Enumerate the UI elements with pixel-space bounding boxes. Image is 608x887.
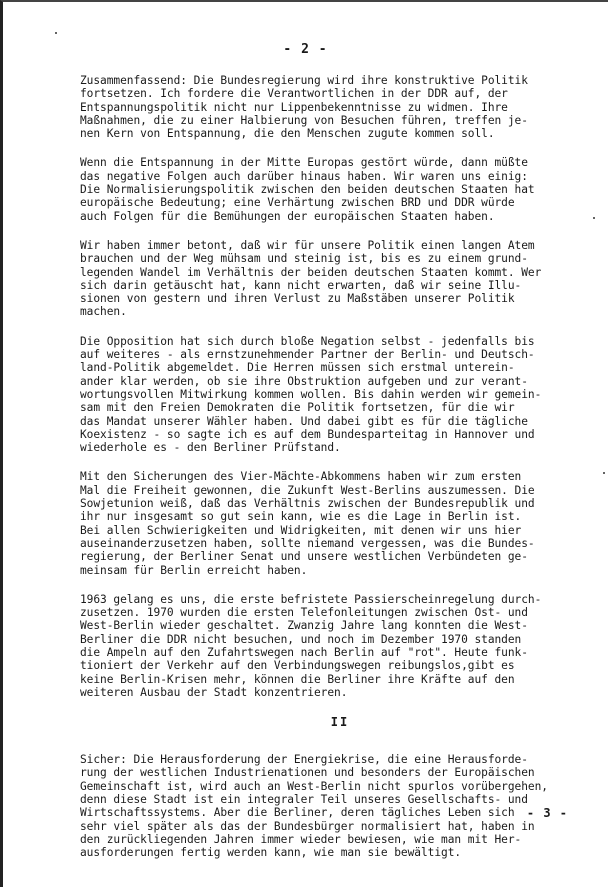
paragraph-summary: Zusammenfassend: Die Bundesregierung wird ihre konstruktive Politik fortsetzen. Ich fordere die Verantwortlichen in der DDR auf, der Entspannungspolitik nicht nur Lippenbekenntnisse zu widmen. Ihre Maßnahmen, die zu einer Halbierung von Besuchen führen, treffen je- nen Kern von Entspannung, die den Menschen zugute kommen soll.	[80, 74, 528, 141]
scan-speck	[55, 32, 57, 34]
paragraph-detente-europe: Wenn die Entspannung in der Mitte Europas gestört würde, dann müßte das negative Folgen auch darüber hinaus haben. Wir waren uns einig: Die Normalisierungspolitik zwischen den beiden deutschen Staaten hat europäische Bedeutung; eine Verhärtung zwischen BRD und DDR würde auch Folgen für die Bemühungen der europäischen Staaten haben.	[80, 156, 535, 223]
scan-speck	[593, 217, 595, 219]
page-number: - 2 -	[283, 42, 328, 57]
next-page-marker: - 3 -	[526, 806, 568, 820]
paragraph-energy-crisis: Sicher: Die Herausforderung der Energiekrise, die eine Herausforde- rung der westlichen Industrienationen und besonders der Europäischen Gemeinschaft ist, wird auch an West-Berlin nicht spurlos vorübergehen, denn diese Stadt ist ein integraler Teil unseres Gesellschafts- und Wirtschaftssystems. Aber die Berliner, deren tägliches Leben sich sehr viel später als das der Bundesbürger normalisiert hat, haben in den zurückliegenden Jahren immer wieder bewiesen, wie man mit Her- ausforderungen fertig werden kann, wie man sie bewältigt.	[80, 753, 548, 860]
scan-speck	[603, 472, 605, 474]
paragraph-four-power-agreement: Mit den Sicherungen des Vier-Mächte-Abkommens haben wir zum ersten Mal die Freiheit gewonnen, die Zukunft West-Berlins auszumessen. Die Sowjetunion weiß, daß das Verhältnis zwischen der Bundesrepublik und ihr nur insgesamt so gut sein kann, wie es die Lage in Berlin ist. Bei allen Schwierigkeiten und Widrigkeiten, mit denen wir uns hier auseinanderzusetzen haben, sollte niemand vergessen, was die Bundes- regierung, der Berliner Senat und unsere westlichen Verbündeten ge- meinsam für Berlin erreicht haben.	[80, 470, 535, 577]
body-text	[80, 74, 600, 876]
section-heading-ii: II	[330, 715, 350, 730]
paragraph-long-breath: Wir haben immer betont, daß wir für unsere Politik einen langen Atem brauchen und der Weg mühsam und steinig ist, bis es zu einem grund- legenden Wandel im Verhältnis der beiden deutschen Staaten kommt. Wer sich darin getäuscht hat, kann nicht erwarten, daß wir seine Illu- sionen von gestern und ihren Verlust zu Maßstäben unserer Politik machen.	[80, 238, 542, 319]
paragraph-1963-history: 1963 gelang es uns, die erste befristete Passierscheinregelung durch- zusetzen. 1970 wurden die ersten Telefonleitungen zwischen Ost- und West-Berlin wieder geschaltet. Zwanzig Jahre lang konnten die West- Berliner die DDR nicht besuchen, und noch im Dezember 1970 standen die Ampeln auf den Zufahrtswegen nach Berlin auf "rot". Heute funk- tioniert der Verkehr auf den Verbindungswegen reibungslos,gibt es keine Berlin-Krisen mehr, können die Berliner ihre Kräfte auf den weiteren Ausbau der Stadt konzentrieren.	[80, 592, 542, 699]
paragraph-opposition: Die Opposition hat sich durch bloße Negation selbst - jedenfalls bis auf weiteres - als ernstzunehmender Partner der Berlin- und Deutsch- land-Politik abgemeldet. Die Herren müssen sich erstmal unterein- ander klar werden, ob sie ihre Obstruktion aufgeben und zur verant- wortungsvollen Mitwirkung kommen wollen. Bis dahin werden wir gemein- sam mit den Freien Demokraten die Politik fortsetzen, für die wir das Mandat unserer Wähler haben. Und dabei gibt es für die tägliche Koexistenz - so sagte ich es auf dem Bundesparteitag in Hannover und wiederhole es - den Berliner Prüfstand.	[80, 334, 542, 455]
